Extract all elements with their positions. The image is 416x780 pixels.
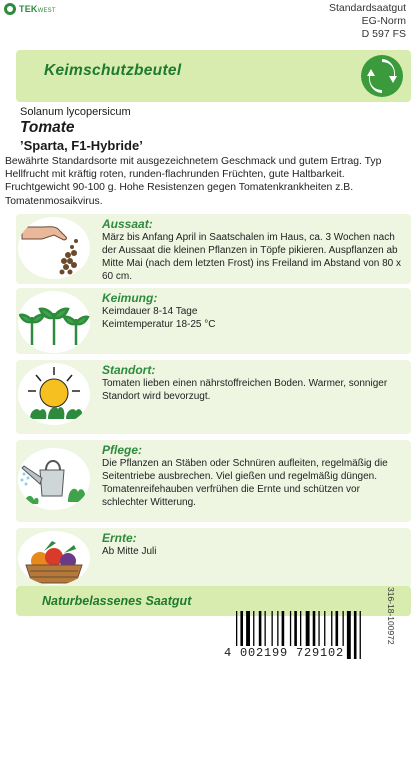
gruener-punkt-icon: [361, 55, 403, 97]
pflege-title: Pflege:: [102, 443, 143, 457]
pflege-text: Die Pflanzen an Stäben oder Schnüren aufleiten, regelmäßig die Seitentriebe ausbrechen. Viel gießen und regelmäßig düngen. Tomatenreifehauben verfrühen die Ernte und schützen vor schlechter Witterung.: [102, 458, 388, 508]
barcode-bar: [360, 611, 361, 659]
section-standort: [16, 360, 411, 434]
sowing-hand-icon: [18, 217, 90, 279]
barcode-number: 4 002199 729102: [224, 646, 345, 660]
brand-name: TEK: [19, 4, 38, 14]
sun-icon: [18, 363, 90, 425]
brand-suffix: WEST: [37, 8, 56, 14]
product-name: Tomate: [20, 119, 75, 136]
section-pflege: [16, 440, 411, 522]
standort-text: Tomaten lieben einen nährstoffreichen Boden. Warmer, sonniger Standort wird bevorzugt.: [102, 378, 388, 402]
seedlings-icon: [18, 291, 90, 353]
keimung-text-1: Keimdauer 8-14 Tage: [102, 306, 198, 317]
harvest-basket-icon: [18, 531, 90, 585]
standard-line-3: D 597 FS: [361, 28, 406, 40]
watering-can-icon: [18, 448, 90, 510]
product-description: Bewährte Standardsorte mit ausgezeichnetem Geschmack und gutem Ertrag. Typ Hellfrucht mit kräftig roten, runden-flachrunden Früchten, gute Haltbarkeit. Fruchtgewicht 90-100 g. Hohe Resistenzen gegen Tomatenkrankheiten z.B. Tomatenmosaikvirus.: [5, 156, 382, 207]
footer-text: Naturbelassenes Saatgut: [42, 594, 192, 608]
barcode-bar: [354, 611, 357, 659]
header-banner: [16, 50, 411, 102]
keimung-text-2: Keimtemperatur 18-25 °C: [102, 319, 216, 330]
brand-mark-icon: [4, 3, 16, 15]
aussaat-title: Aussaat:: [102, 217, 153, 231]
standard-info: [329, 2, 406, 41]
latin-name: Solanum lycopersicum: [20, 106, 131, 118]
banner-title: Keimschutzbeutel: [44, 62, 182, 79]
standard-line-2: EG-Norm: [361, 15, 406, 27]
ernte-text: Ab Mitte Juli: [102, 546, 157, 557]
section-ernte: [16, 528, 411, 588]
variety-name: ’Sparta, F1-Hybride’: [20, 138, 143, 153]
section-keimung: [16, 288, 411, 354]
section-aussaat: [16, 214, 411, 284]
standard-line-1: Standardsaatgut: [328, 2, 406, 14]
aussaat-text: März bis Anfang April in Saatschalen im Haus, ca. 3 Wochen nach der Aussaat die kleinen Pflanzen in Töpfe pikieren. Auspflanzen ab Mitte Mai (nach dem letzten Frost) ins Freiland im Abstand von 80 x 60 cm.: [102, 232, 402, 282]
ernte-title: Ernte:: [102, 531, 137, 545]
standort-title: Standort:: [102, 363, 156, 377]
lot-number: 316-18-100972: [386, 587, 396, 645]
brand-logo: [4, 3, 56, 15]
keimung-title: Keimung:: [102, 291, 158, 305]
barcode-bar: [347, 611, 351, 659]
